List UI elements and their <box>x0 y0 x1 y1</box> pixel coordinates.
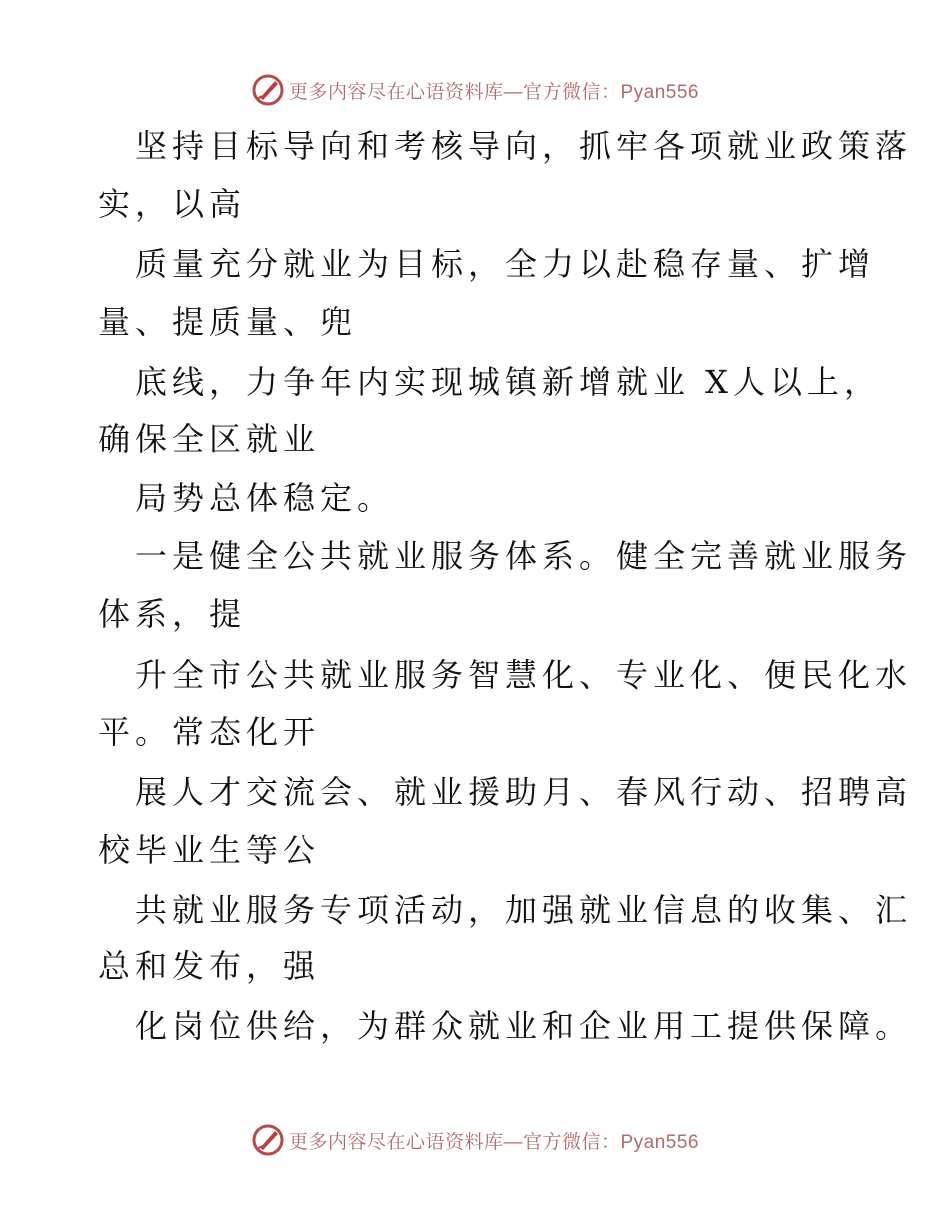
text-line: 共就业服务专项活动，加强就业信息的收集、汇 <box>135 891 913 929</box>
footer-watermark <box>0 1120 950 1160</box>
header-watermark <box>0 70 950 110</box>
watermark-text: 更多内容尽在心语资料库—官方微信：Pyan556 <box>288 81 699 103</box>
text-line: 实，以高 <box>98 185 247 223</box>
text-line: 校毕业生等公 <box>98 831 321 869</box>
quill-logo-icon <box>251 73 285 107</box>
text-line: 底线，力争年内实现城镇新增就业 X人以上， <box>135 363 881 401</box>
text-line: 质量充分就业为目标，全力以赴稳存量、扩增 <box>135 245 876 283</box>
text-line: 平。常态化开 <box>98 713 321 751</box>
text-line: 量、提质量、兜 <box>98 303 358 341</box>
text-line: 确保全区就业 <box>98 420 321 458</box>
text-line: 化岗位供给，为群众就业和企业用工提供保障。 <box>135 1007 913 1045</box>
watermark-text: 更多内容尽在心语资料库—官方微信：Pyan556 <box>288 1131 699 1153</box>
text-line: 总和发布，强 <box>98 947 321 985</box>
text-line: 坚持目标导向和考核导向，抓牢各项就业政策落 <box>135 127 913 165</box>
text-line: 体系，提 <box>98 595 247 633</box>
text-line: 展人才交流会、就业援助月、春风行动、招聘高 <box>135 773 913 811</box>
quill-logo-icon <box>251 1123 285 1157</box>
text-line: 一是健全公共就业服务体系。健全完善就业服务 <box>135 537 913 575</box>
text-line: 局势总体稳定。 <box>135 479 395 517</box>
text-line: 升全市公共就业服务智慧化、专业化、便民化水 <box>135 656 913 694</box>
